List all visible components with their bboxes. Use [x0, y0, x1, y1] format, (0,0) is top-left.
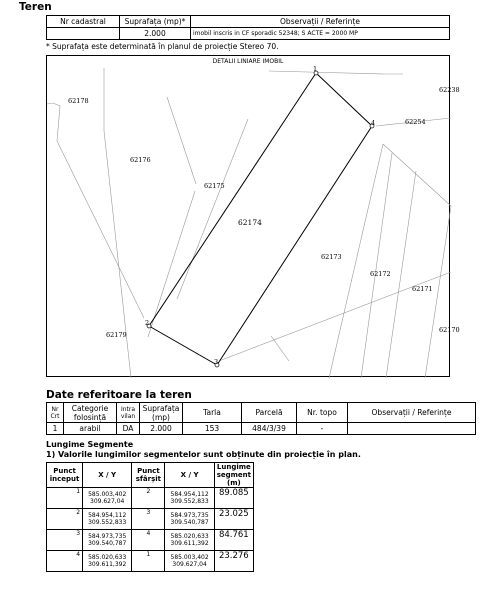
boundary-line [57, 141, 144, 318]
teren-observatii: imobil inscris in CF sporadic 52348; S ACTE = 2000 MP [191, 28, 450, 40]
seg-x2: 585.003,402 [170, 554, 209, 561]
th-punct-inceput: Punct început [47, 463, 83, 488]
ref-nr-crt: 1 [47, 423, 64, 435]
table-row [47, 509, 254, 530]
table-row [47, 530, 254, 551]
seg-y2: 309.552,833 [170, 498, 209, 505]
seg-y2: 309.611,392 [170, 540, 209, 547]
boundary-line [269, 71, 383, 74]
parcel-label: 62178 [68, 97, 89, 105]
plan-frame [46, 55, 460, 377]
parcel-label: 62176 [130, 156, 151, 164]
ref-nr-topo: - [297, 423, 348, 435]
ref-suprafata: 2.000 [140, 423, 183, 435]
th-parcela: Parcelă [242, 403, 297, 423]
point-label-4: 4 [371, 119, 376, 127]
seg-p1: 1 [47, 488, 83, 509]
seg-y1: 309.611,392 [88, 561, 127, 568]
seg-y1: 309.552,833 [88, 519, 127, 526]
boundary-line [383, 144, 451, 206]
seg-xy-start [83, 509, 132, 530]
ref-parcela: 484/3/39 [242, 423, 297, 435]
th-punct-sfarsit: Punct sfârșit [132, 463, 165, 488]
main-parcel-label: 62174 [238, 218, 262, 227]
seg-xy-end [165, 509, 214, 530]
referitoare-title: Date referitoare la teren [46, 389, 192, 401]
th-xy-end: X / Y [165, 463, 214, 488]
seg-len: 89.085 [214, 488, 253, 509]
parcel-label: 62179 [106, 331, 127, 339]
parcel-label: 62238 [439, 86, 460, 94]
th-observatii: Observații / Referințe [348, 403, 476, 423]
segmente-title: Lungime Segmente [46, 440, 134, 449]
teren-suprafata: 2.000 [120, 28, 191, 40]
teren-table [46, 15, 450, 40]
parcel-label: 62172 [370, 270, 391, 278]
table-row [47, 551, 254, 572]
parcel-label: 62175 [204, 182, 225, 190]
seg-xy-end [165, 488, 214, 509]
th-nr-crt: Nr Crt [47, 403, 64, 423]
ref-tarla: 153 [183, 423, 242, 435]
seg-y2: 309.627,04 [172, 561, 207, 568]
parcel-label: 62254 [405, 118, 426, 126]
boundary-line [47, 103, 60, 141]
seg-xy-start [83, 551, 132, 572]
seg-len: 84.761 [214, 530, 253, 551]
seg-xy-start [83, 488, 132, 509]
boundary-line [148, 191, 195, 337]
segmente-subtitle: 1) Valorile lungimilor segmentelor sunt obținute din proiecție în plan. [46, 450, 361, 459]
seg-len: 23.276 [214, 551, 253, 572]
point-label-2: 2 [145, 319, 150, 327]
teren-nr-cadastral [47, 28, 120, 40]
boundary-line [167, 97, 196, 184]
th-suprafata: Suprafața (mp)* [120, 16, 191, 28]
seg-x1: 585.003,402 [88, 491, 127, 498]
seg-p1: 4 [47, 551, 83, 572]
point-label-3: 3 [214, 358, 219, 366]
seg-p1: 2 [47, 509, 83, 530]
seg-x1: 584.973,735 [88, 533, 127, 540]
teren-note: * Suprafața este determinată în planul de proiecție Stereo 70. [46, 42, 279, 51]
ref-intravilan: DA [117, 423, 140, 435]
teren-title: Teren [19, 1, 52, 13]
seg-y1: 309.627,04 [90, 498, 125, 505]
seg-xy-end [165, 530, 214, 551]
seg-y2: 309.540,787 [170, 519, 209, 526]
boundary-line [177, 119, 248, 299]
th-suprafata: Suprafața (mp) [140, 403, 183, 423]
seg-len: 23.025 [214, 509, 253, 530]
th-intravilan: Intra vilan [117, 403, 140, 423]
seg-x2: 584.954,112 [170, 491, 209, 498]
seg-x2: 585.020,633 [170, 533, 209, 540]
parcel-label: 62173 [321, 253, 342, 261]
seg-xy-start [83, 530, 132, 551]
th-observatii: Observații / Referințe [191, 16, 450, 28]
plan-drawing [47, 56, 451, 378]
ref-observatii [348, 423, 476, 435]
seg-p2: 2 [132, 488, 165, 509]
th-xy-start: X / Y [83, 463, 132, 488]
seg-p1: 3 [47, 530, 83, 551]
parcel-label: 62171 [412, 285, 433, 293]
seg-p2: 4 [132, 530, 165, 551]
plan-title: DETALII LINIARE IMOBIL [212, 58, 284, 65]
seg-x2: 584.973,735 [170, 512, 209, 519]
th-nr-topo: Nr. topo [297, 403, 348, 423]
seg-x1: 584.954,112 [88, 512, 127, 519]
seg-xy-end [165, 551, 214, 572]
seg-p2: 3 [132, 509, 165, 530]
th-categorie: Categorie folosință [64, 403, 117, 423]
point-label-1: 1 [313, 65, 318, 73]
th-nr-cadastral: Nr cadastral [47, 16, 120, 28]
seg-p2: 1 [132, 551, 165, 572]
table-row [47, 488, 254, 509]
th-tarla: Tarla [183, 403, 242, 423]
ref-categorie: arabil [64, 423, 117, 435]
referitoare-table [46, 402, 476, 435]
parcel-label: 62170 [439, 326, 460, 334]
th-lungime: Lungime segment (m) [214, 463, 253, 488]
segmente-table [46, 462, 254, 572]
seg-x1: 585.020,633 [88, 554, 127, 561]
boundary-line [361, 153, 392, 378]
seg-y1: 309.540,787 [88, 540, 127, 547]
